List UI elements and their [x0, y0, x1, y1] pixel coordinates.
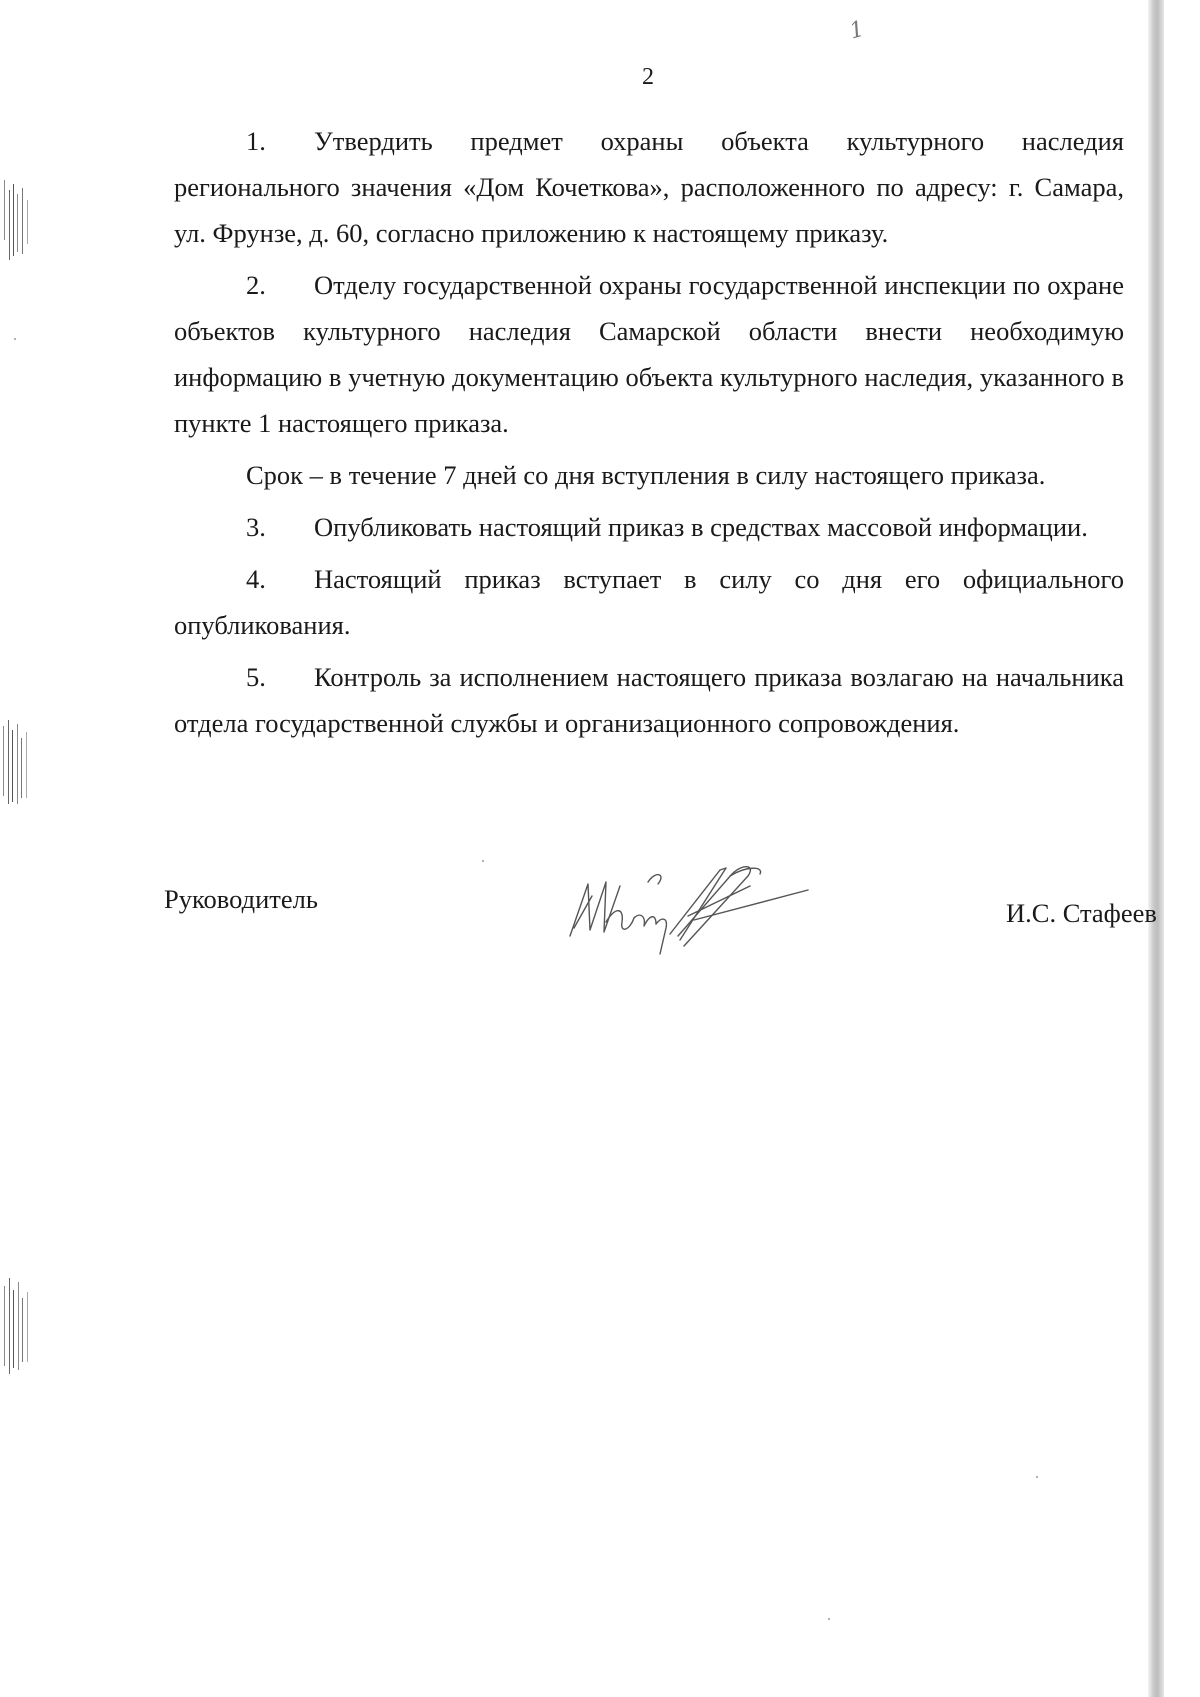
paragraph-number: 3.: [246, 512, 266, 542]
signature-block: [0, 876, 1200, 986]
paragraph-text: Опубликовать настоящий приказ в средствах массовой информации.: [314, 512, 1088, 542]
signatory-name: И.С. Стафеев: [1006, 898, 1157, 928]
paragraph-text: Срок – в течение 7 дней со дня вступления в силу настоящего приказа.: [246, 460, 1046, 490]
paragraph-1: [174, 118, 1124, 256]
page-number: 2: [642, 64, 654, 90]
paragraph-deadline: [174, 452, 1124, 498]
scan-punch-marks-bottom: [0, 1278, 44, 1378]
paragraph-4: [174, 556, 1124, 648]
paragraph-number: 2.: [246, 270, 266, 300]
paragraph-2: [174, 262, 1124, 446]
paragraph-number: 4.: [246, 564, 266, 594]
paragraph-text: Отделу государственной охраны государственной инспекции по охране объектов культурного наследия Самарской области внести необходимую информацию в учетную документацию объекта культурного наследия, указанного в пункте 1 настоящего приказа.: [174, 270, 1124, 438]
scan-punch-marks-middle: [0, 720, 44, 810]
scan-edge-shadow: [1148, 0, 1164, 1697]
paragraph-text: Контроль за исполнением настоящего приказа возлагаю на начальника отдела государственной службы и организационного сопровождения.: [174, 662, 1124, 738]
paragraph-text: Настоящий приказ вступает в силу со дня его официального опубликования.: [174, 564, 1124, 640]
paragraph-number: 1.: [246, 126, 266, 156]
paragraph-number: 5.: [246, 662, 266, 692]
paragraph-5: [174, 654, 1124, 746]
scan-punch-marks-top: [0, 180, 44, 260]
handwritten-sheet-mark: 1: [847, 16, 867, 45]
handwritten-signature: [560, 856, 820, 966]
paragraph-3: [174, 504, 1124, 550]
paragraph-text: Утвердить предмет охраны объекта культурного наследия регионального значения «Дом Кочеткова», расположенного по адресу: г. Самара, ул. Фрунзе, д. 60, согласно приложению к настоящему приказу.: [174, 126, 1124, 248]
signatory-role: Руководитель: [164, 884, 318, 914]
document-body: [174, 118, 1124, 752]
